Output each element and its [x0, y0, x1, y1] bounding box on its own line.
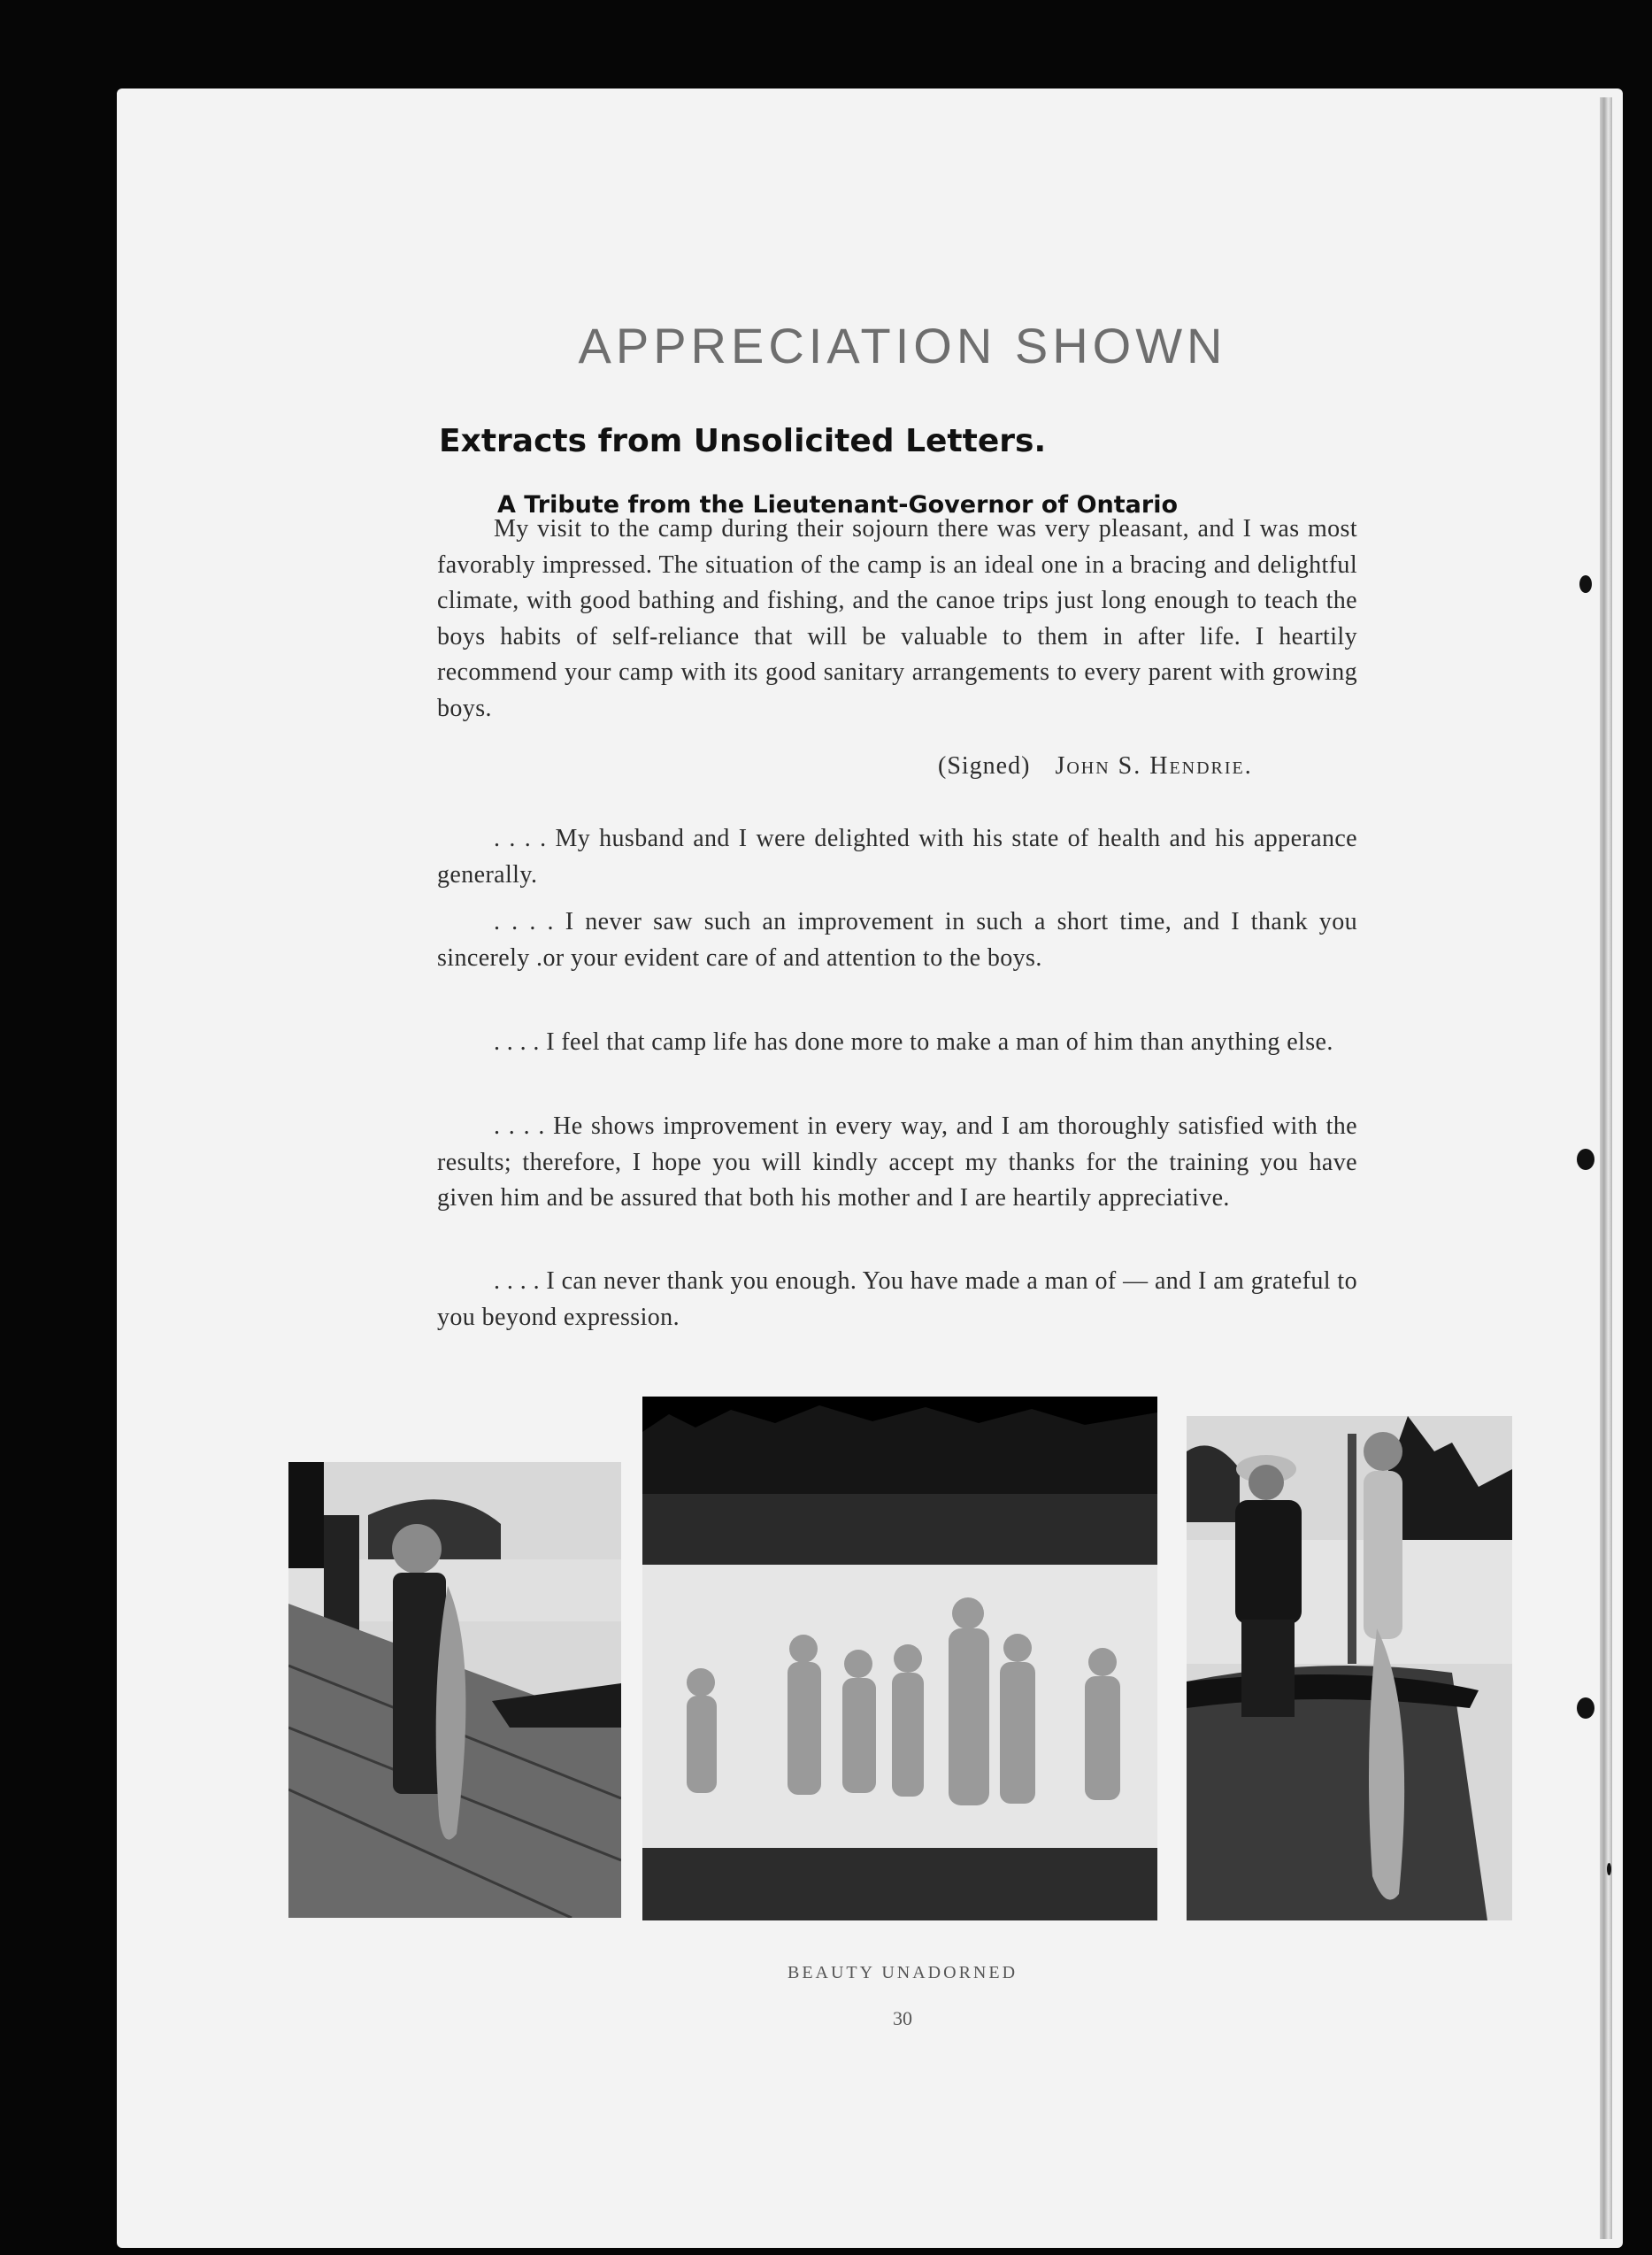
binding-mark — [1577, 1697, 1594, 1719]
extract-text: . . . . I can never thank you enough. You have made a man of — and I am grateful to you beyond expression. — [437, 1267, 1357, 1331]
tribute-heading: A Tribute from the Lieutenant-Governor of Ontario — [497, 491, 1178, 519]
letter-extract — [437, 1109, 1357, 1217]
tribute-paragraph: My visit to the camp during their sojourn there was very pleasant, and I was most favorably impressed. The situation of the camp is an ideal one in a bracing and delightful climate, with good bathing and fishing, and the canoe trips just long enough to teach the boys habits of self-reliance that will be valuable to them in after life. I heartily recommend your camp with its good sanitary arrangements to every parent with growing boys. — [437, 515, 1357, 722]
page-title: APPRECIATION SHOWN — [578, 317, 1227, 373]
signer-name: John S. Hendrie. — [1055, 752, 1253, 780]
page-number: 30 — [893, 2007, 912, 2029]
letter-extract — [437, 1264, 1357, 1335]
signature — [938, 752, 1253, 781]
binding-mark — [1607, 1863, 1611, 1875]
extract-text: . . . . I never saw such an improvement in such a short time, and I thank you sincerely .or your evident care of and attention to the boys. — [437, 908, 1357, 972]
letter-extract — [437, 821, 1357, 893]
signed-label: (Signed) — [938, 752, 1031, 780]
letter-extract — [437, 1025, 1357, 1061]
binding-mark — [1577, 1149, 1594, 1170]
extract-text: . . . . I feel that camp life has done more to make a man of him than anything else. — [494, 1028, 1333, 1056]
extract-text: . . . . My husband and I were delighted with his state of health and his apperance generally. — [437, 825, 1357, 889]
extract-text: . . . . He shows improvement in every way, and I am thoroughly satisfied with the results; therefore, I hope you will kindly accept my thanks for the training you have given him and be assured that both his mother and I are heartily appreciative. — [437, 1112, 1357, 1212]
photo-boy-with-fish — [288, 1462, 621, 1918]
binding-mark — [1579, 575, 1592, 593]
photo-canoe-catch — [1187, 1416, 1512, 1920]
tribute-body — [437, 512, 1357, 727]
section-subtitle: Extracts from Unsolicited Letters. — [439, 422, 1047, 459]
photo-caption: BEAUTY UNADORNED — [787, 1963, 1018, 1982]
letter-extract — [437, 904, 1357, 976]
photo-boys-bathing — [642, 1397, 1157, 1920]
page-edge — [1600, 97, 1612, 2239]
